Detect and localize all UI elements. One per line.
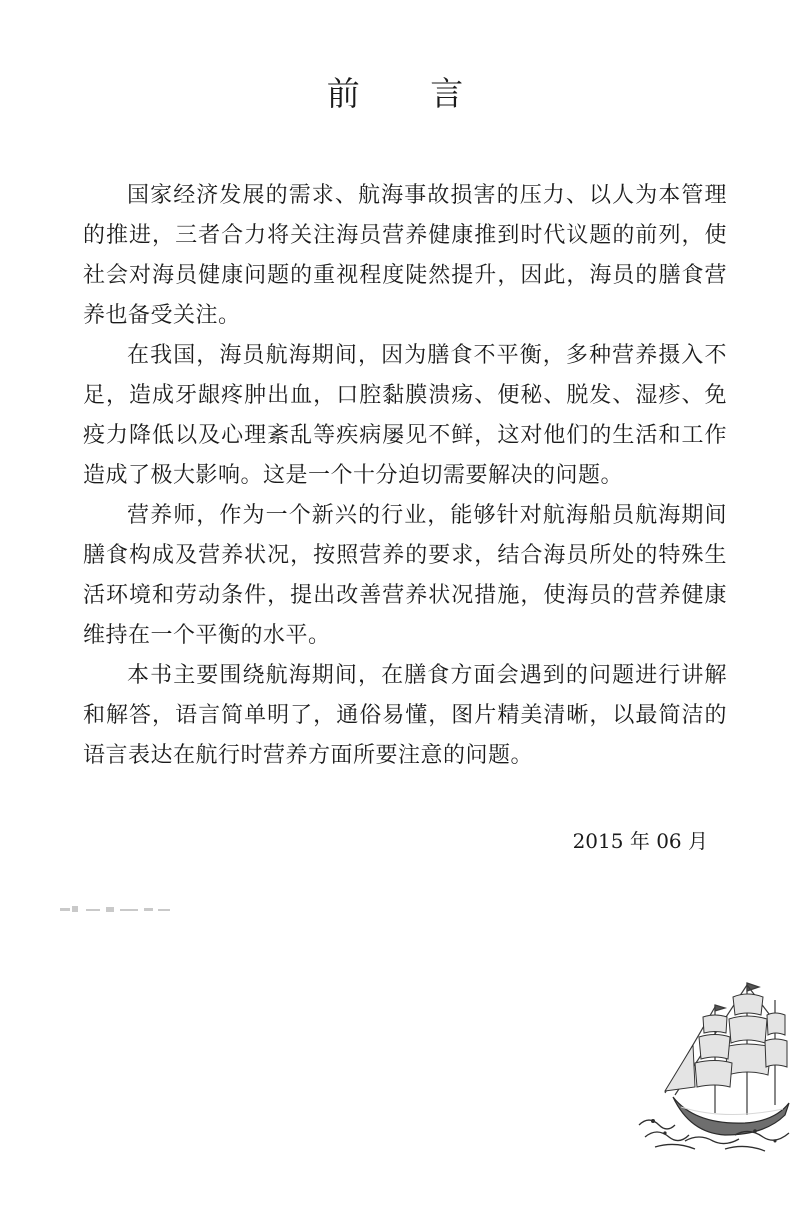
sailing-ship-icon [635,975,790,1155]
paragraph-2: 在我国，海员航海期间，因为膳食不平衡，多种营养摄入不足，造成牙龈疼肿出血，口腔黏膜溃疡、便秘、脱发、湿疹、免疫力降低以及心理紊乱等疾病屡见不鲜，这对他们的生活和工作造成了极大影响。这是一个十分迫切需要解决的问题。 [83,343,727,488]
paragraph-4: 本书主要围绕航海期间，在膳食方面会遇到的问题进行讲解和解答，语言简单明了，通俗易懂，图片精美清晰，以最简洁的语言表达在航行时营养方面所要注意的问题。 [83,663,727,768]
preface-body [83,176,727,776]
date-line: 2015 年 06 月 [572,829,708,853]
paragraph-3: 营养师，作为一个新兴的行业，能够针对航海船员航海期间膳食构成及营养状况，按照营养的要求，结合海员所处的特殊生活环境和劳动条件，提出改善营养状况措施，使海员的营养健康维持在一个平衡的水平。 [83,503,727,648]
print-smudge [58,900,178,918]
paragraph-1: 国家经济发展的需求、航海事故损害的压力、以人为本管理的推进，三者合力将关注海员营养健康推到时代议题的前列，使社会对海员健康问题的重视程度陡然提升，因此，海员的膳食营养也备受关注。 [83,183,727,328]
page-title: 前 言 [326,74,494,113]
